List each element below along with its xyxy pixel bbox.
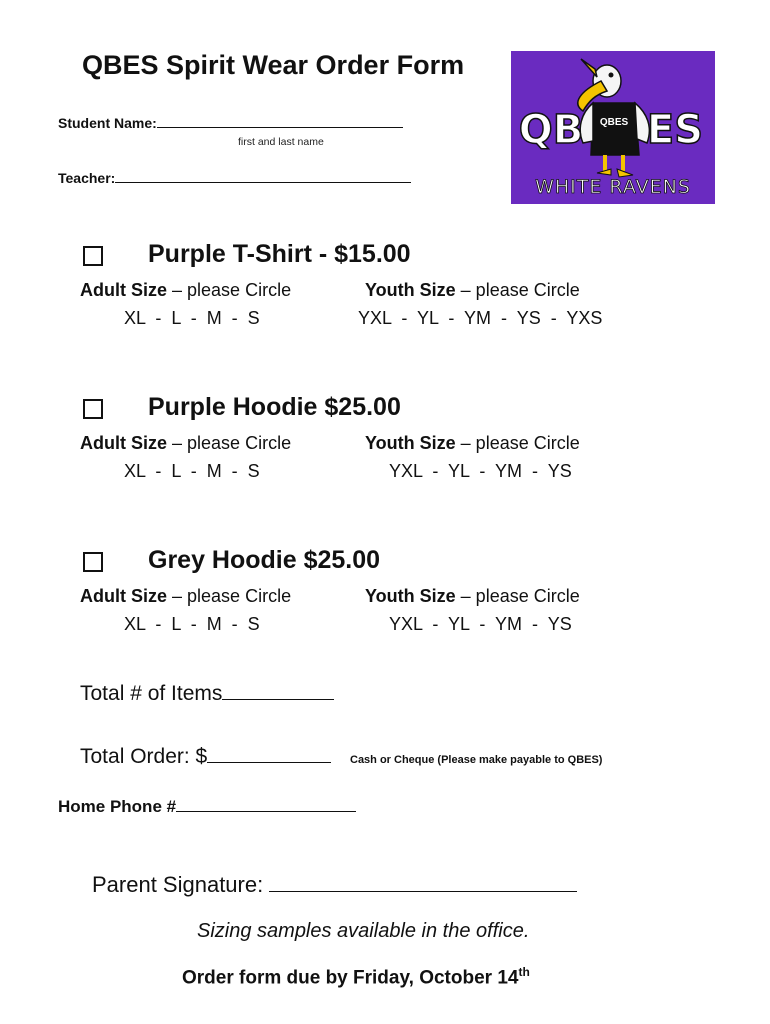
home-phone-line[interactable] xyxy=(176,796,356,812)
purple-hoodie-adult-label: Adult Size – please Circle xyxy=(80,433,292,453)
parent-signature-line[interactable] xyxy=(269,873,577,892)
logo-bottom-text: WHITE RAVENS xyxy=(535,176,691,198)
total-items-line[interactable] xyxy=(222,681,334,700)
grey-hoodie-youth-sizes[interactable]: YXL - YL - YM - YS xyxy=(389,614,572,634)
total-order-label: Total Order: $ xyxy=(80,745,208,768)
purple-tshirt-checkbox[interactable] xyxy=(83,246,103,266)
total-order-field[interactable] xyxy=(80,744,331,769)
form-title: QBES Spirit Wear Order Form xyxy=(82,50,465,80)
grey-hoodie-adult-sizes[interactable]: XL - L - M - S xyxy=(124,614,260,634)
qbes-white-ravens-logo xyxy=(511,51,715,204)
teacher-field[interactable] xyxy=(58,169,411,186)
student-name-label: Student Name: xyxy=(58,115,157,131)
purple-tshirt-adult-label: Adult Size – please Circle xyxy=(80,280,292,300)
student-name-hint: first and last name xyxy=(238,136,324,148)
purple-hoodie-adult-sizes[interactable]: XL - L - M - S xyxy=(124,461,260,481)
purple-hoodie-checkbox[interactable] xyxy=(83,399,103,419)
total-order-line[interactable] xyxy=(207,744,331,763)
total-items-field[interactable] xyxy=(80,681,334,706)
home-phone-field[interactable] xyxy=(58,796,356,817)
purple-tshirt-title: Purple T-Shirt - $15.00 xyxy=(148,240,411,268)
purple-hoodie-youth-label: Youth Size – please Circle xyxy=(365,433,580,453)
grey-hoodie-title: Grey Hoodie $25.00 xyxy=(148,546,381,574)
home-phone-label: Home Phone # xyxy=(58,797,177,816)
student-name-field[interactable] xyxy=(58,114,403,131)
parent-signature-label: Parent Signature: xyxy=(92,872,270,897)
teacher-label: Teacher: xyxy=(58,170,116,186)
parent-signature-field[interactable] xyxy=(92,872,577,898)
grey-hoodie-youth-label: Youth Size – please Circle xyxy=(365,586,580,606)
logo-shirt-text: QBES xyxy=(599,117,629,128)
total-items-label: Total # of Items xyxy=(80,682,223,705)
purple-tshirt-youth-label: Youth Size – please Circle xyxy=(365,280,580,300)
purple-tshirt-adult-sizes[interactable]: XL - L - M - S xyxy=(124,308,260,328)
purple-tshirt-youth-sizes[interactable]: YXL - YL - YM - YS - YXS xyxy=(358,308,603,328)
purple-hoodie-youth-sizes[interactable]: YXL - YL - YM - YS xyxy=(389,461,572,481)
due-date: Order form due by Friday, October 14th xyxy=(182,965,530,989)
sizing-note: Sizing samples available in the office. xyxy=(197,920,530,942)
logo-right-text: ES xyxy=(646,107,704,153)
grey-hoodie-checkbox[interactable] xyxy=(83,552,103,572)
logo-left-text: QB xyxy=(518,107,584,153)
teacher-line[interactable] xyxy=(115,169,411,183)
student-name-line[interactable] xyxy=(157,114,403,128)
purple-hoodie-title: Purple Hoodie $25.00 xyxy=(148,393,401,421)
grey-hoodie-adult-label: Adult Size – please Circle xyxy=(80,586,292,606)
payment-note: Cash or Cheque (Please make payable to QBES) xyxy=(350,754,603,766)
